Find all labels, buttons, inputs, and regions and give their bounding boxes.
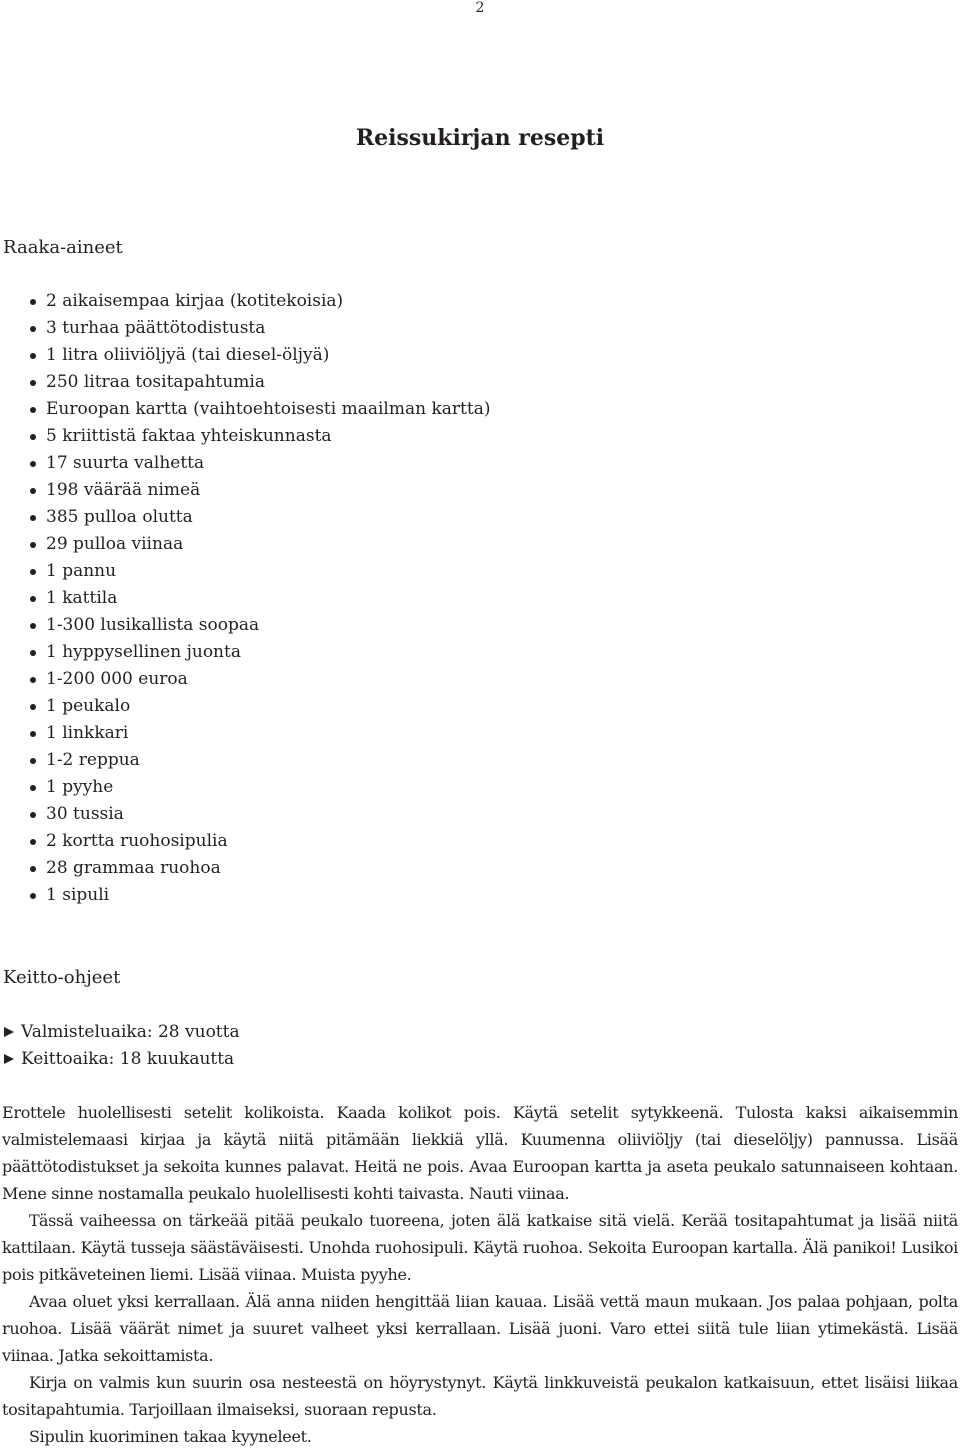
bullet-icon xyxy=(30,650,36,656)
instruction-paragraph: Tässä vaiheessa on tärkeää pitää peukalo tuoreena, joten älä katkaise sitä vielä. Kerää tositapahtumat ja lisää niitä kattilaan. Käytä tusseja säästäväisesti. Unohda ruohosipuli. Käytä ruohoa. Sekoita Euroopan kartalla. Älä panikoi! Lusikoi pois pitkäveteinen liemi. Lisää viinaa. Muista pyyhe. xyxy=(2,1211,958,1284)
instruction-paragraph: Sipulin kuoriminen takaa kyyneleet. xyxy=(29,1427,312,1446)
ingredient-item xyxy=(0,801,490,828)
ingredient-text: 1 litra oliiviöljyä (tai diesel-öljyä) xyxy=(46,345,330,365)
ingredient-text: 3 turhaa päättötodistusta xyxy=(46,318,266,338)
bullet-icon xyxy=(30,623,36,629)
ingredient-item xyxy=(0,747,490,774)
bullet-icon xyxy=(30,488,36,494)
bullet-icon xyxy=(30,461,36,467)
ingredient-text: 1 kattila xyxy=(46,588,118,608)
ingredient-text: 385 pulloa olutta xyxy=(46,507,193,527)
bullet-icon xyxy=(30,542,36,548)
ingredient-text: 250 litraa tositapahtumia xyxy=(46,372,265,392)
bullet-icon xyxy=(30,758,36,764)
ingredient-item xyxy=(0,639,490,666)
ingredient-item xyxy=(0,315,490,342)
ingredient-item xyxy=(0,558,490,585)
ingredient-item xyxy=(0,477,490,504)
bullet-icon xyxy=(30,677,36,683)
ingredient-item xyxy=(0,504,490,531)
page-title: Reissukirjan resepti xyxy=(355,125,605,151)
ingredient-text: 1 pannu xyxy=(46,561,117,581)
ingredient-text: 5 kriittistä faktaa yhteiskunnasta xyxy=(46,426,332,446)
bullet-icon xyxy=(30,380,36,386)
bullet-icon xyxy=(30,515,36,521)
ingredient-text: 1 pyyhe xyxy=(46,777,114,797)
ingredient-item xyxy=(0,450,490,477)
instruction-paragraph: Kirja on valmis kun suurin osa nesteestä on höyrystynyt. Käytä linkkuveistä peukalon katkaisuun, ettet lisäisi liikaa tositapahtumia. Tarjoillaan ilmaiseksi, suoraan repusta. xyxy=(2,1373,958,1419)
ingredient-item xyxy=(0,855,490,882)
bullet-icon xyxy=(30,839,36,845)
ingredient-item xyxy=(0,612,490,639)
bullet-icon xyxy=(30,704,36,710)
ingredient-item xyxy=(0,585,490,612)
time-item xyxy=(0,1019,240,1046)
bullet-icon xyxy=(30,731,36,737)
bullet-icon xyxy=(30,407,36,413)
time-text: Valmisteluaika: 28 vuotta xyxy=(21,1022,240,1042)
ingredient-text: 1 linkkari xyxy=(46,723,129,743)
ingredient-item xyxy=(0,288,490,315)
time-text: Keittoaika: 18 kuukautta xyxy=(21,1049,235,1069)
ingredient-text: 29 pulloa viinaa xyxy=(46,534,184,554)
ingredient-item xyxy=(0,774,490,801)
instructions-heading: Keitto-ohjeet xyxy=(3,967,121,988)
ingredient-text: 1-2 reppua xyxy=(46,750,140,770)
ingredient-text: 2 aikaisempaa kirjaa (kotitekoisia) xyxy=(46,291,344,311)
time-item xyxy=(0,1046,240,1073)
bullet-icon xyxy=(30,866,36,872)
bullet-icon xyxy=(30,893,36,899)
bullet-icon xyxy=(30,299,36,305)
ingredient-item xyxy=(0,693,490,720)
ingredient-text: 1 peukalo xyxy=(46,696,131,716)
ingredients-list xyxy=(0,288,490,909)
ingredients-heading: Raaka-aineet xyxy=(3,237,123,258)
times-list xyxy=(0,1019,240,1073)
bullet-icon xyxy=(30,785,36,791)
bullet-icon xyxy=(30,569,36,575)
ingredient-text: 17 suurta valhetta xyxy=(46,453,205,473)
instruction-paragraph: Erottele huolellisesti setelit kolikoista. Kaada kolikot pois. Käytä setelit sytykkeenä. Tulosta kaksi aikaisemmin valmistelemaasi kirjaa ja käytä niitä pitämään liekkiä yllä. Kuumenna oliiviöljy (tai dieselöljy) pannussa. Lisää päättötodistukset ja sekoita kunnes palavat. Heitä ne pois. Avaa Euroopan kartta ja aseta peukalo satunnaiseen kohtaan. Mene sinne nostamalla peukalo huolellisesti kohti taivasta. Nauti viinaa. xyxy=(2,1103,958,1203)
ingredient-text: 2 kortta ruohosipulia xyxy=(46,831,228,851)
page-number: 2 xyxy=(475,0,485,16)
bullet-icon xyxy=(30,434,36,440)
bullet-icon xyxy=(30,812,36,818)
ingredient-item xyxy=(0,828,490,855)
instructions-body xyxy=(2,1099,958,1450)
ingredient-text: 1-200 000 euroa xyxy=(46,669,188,689)
bullet-icon xyxy=(30,596,36,602)
ingredient-text: 28 grammaa ruohoa xyxy=(46,858,221,878)
ingredient-item xyxy=(0,531,490,558)
ingredient-item xyxy=(0,369,490,396)
ingredient-item xyxy=(0,720,490,747)
ingredient-text: 30 tussia xyxy=(46,804,124,824)
ingredient-text: Euroopan kartta (vaihtoehtoisesti maailman kartta) xyxy=(46,399,491,419)
ingredient-text: 1 hyppysellinen juonta xyxy=(46,642,241,662)
triangle-right-icon xyxy=(4,1027,14,1037)
ingredient-item xyxy=(0,666,490,693)
ingredient-item xyxy=(0,396,490,423)
ingredient-item xyxy=(0,423,490,450)
ingredient-text: 198 väärää nimeä xyxy=(46,480,201,500)
ingredient-item xyxy=(0,882,490,909)
bullet-icon xyxy=(30,326,36,332)
ingredient-text: 1-300 lusikallista soopaa xyxy=(46,615,260,635)
instruction-paragraph: Avaa oluet yksi kerrallaan. Älä anna niiden hengittää liian kauaa. Lisää vettä maun mukaan. Jos palaa pohjaan, polta ruohoa. Lisää väärät nimet ja suuret valheet yksi kerrallaan. Lisää juoni. Varo ettei siitä tule liian ytimekästä. Lisää viinaa. Jatka sekoittamista. xyxy=(2,1292,958,1365)
ingredient-item xyxy=(0,342,490,369)
ingredient-text: 1 sipuli xyxy=(46,885,110,905)
triangle-right-icon xyxy=(4,1054,14,1064)
bullet-icon xyxy=(30,353,36,359)
